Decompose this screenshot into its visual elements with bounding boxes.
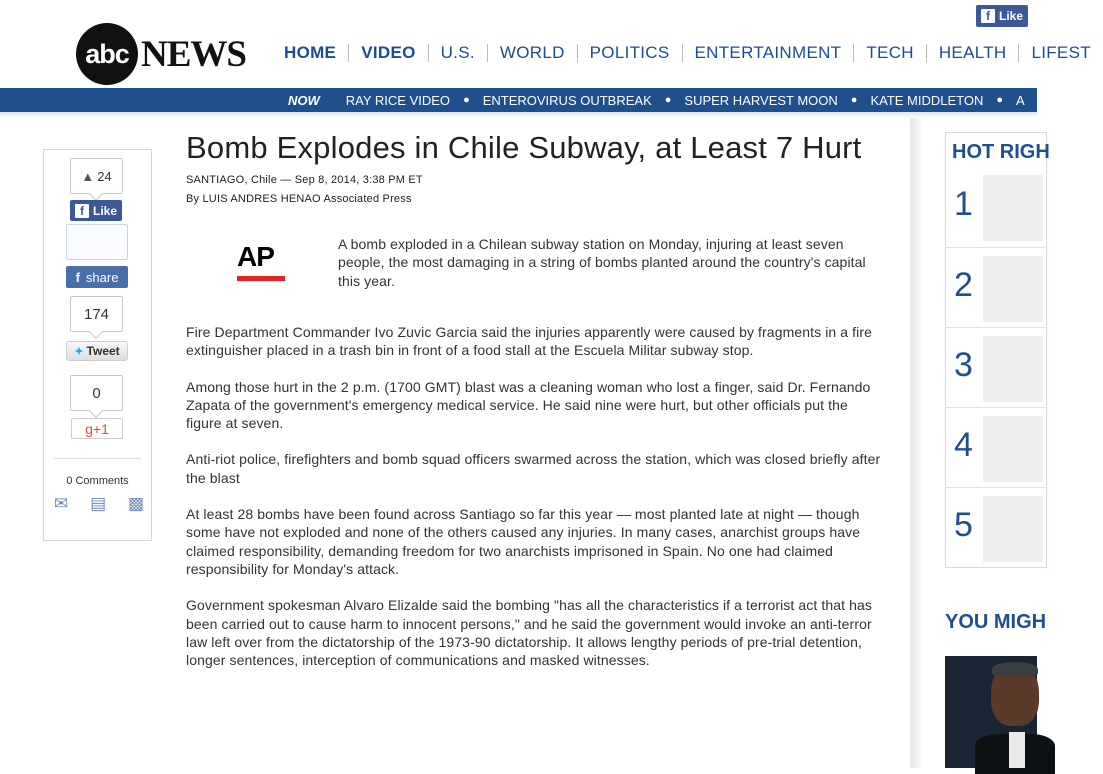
hot-right-now-title: HOT RIGH [952,141,1050,163]
related-story-photo[interactable] [945,656,1037,768]
twitter-bird-icon: ✦ [74,345,84,358]
gplus-count: 0 [92,384,101,402]
tweet-count-box [70,296,123,332]
tweet-count: 174 [83,305,110,323]
hot-item[interactable] [946,327,1046,408]
google-plus-label: g+1 [85,420,109,437]
google-plus-button[interactable] [71,418,123,439]
hot-item-thumbnail[interactable] [983,256,1043,322]
hot-right-now-box [945,132,1050,568]
article-byline: By LUIS ANDRES HENAO Associated Press [186,193,412,205]
trending-ray-rice[interactable]: RAY RICE VIDEO [345,92,451,108]
fb-like-label: Like [92,203,117,218]
ap-logo-bar [237,276,285,281]
nav-world[interactable]: WORLD [488,44,578,62]
bullet-separator: ● [850,94,858,106]
hot-item-number: 4 [954,426,973,464]
hot-item-thumbnail[interactable] [983,416,1043,482]
article-lead [186,235,881,305]
trending-now-label: NOW [288,92,320,108]
header-shadow [0,112,1037,118]
comments-link[interactable]: 0 Comments [66,475,129,487]
facebook-icon: f [75,204,89,218]
hot-item-thumbnail[interactable] [983,336,1043,402]
hot-item-number: 2 [954,266,973,304]
lead-paragraph: A bomb exploded in a Chilean subway station on Monday, injuring at least seven people, the most damaging in a string of bombs planted around the country's capital this year. [338,236,866,289]
trending-enterovirus[interactable]: ENTEROVIRUS OUTBREAK [482,92,652,108]
bullet-separator: ● [463,94,470,106]
nav-politics[interactable]: POLITICS [578,44,683,62]
bullet-separator: ● [996,94,1004,106]
nav-lifestyle[interactable]: LIFEST [1031,43,1091,62]
main-nav [272,44,1103,62]
hot-item-number: 3 [954,346,973,384]
facebook-like-button[interactable] [976,5,1028,27]
utility-icons [54,494,144,514]
you-might-like-title: YOU MIGH [945,611,1047,633]
photo-shirt [1009,732,1025,768]
hot-item-number: 5 [954,506,973,544]
hot-item[interactable] [946,247,1046,328]
content-edge-shadow [910,118,924,768]
nav-entertainment[interactable]: ENTERTAINMENT [683,44,855,62]
hot-item-number: 1 [954,185,973,223]
fb-share-button[interactable] [66,266,128,288]
ap-logo-text: AP [237,241,274,272]
article-dateline: SANTIAGO, Chile — Sep 8, 2014, 3:38 PM ET [186,174,423,186]
photo-hair [992,662,1038,676]
article-paragraph: Anti-riot police, firefighters and bomb squad officers swarmed across the station, which was closed briefly after the blast [186,451,881,486]
article-paragraph: Among those hurt in the 2 p.m. (1700 GMT) blast was a cleaning woman who lost a finger, said Dr. Fernando Zapata of the government's emergency medical service. He said nine were hurt, but other officials put the figure at seven. [186,378,871,432]
hot-item[interactable] [946,407,1046,488]
tweet-button[interactable] [66,341,128,361]
bullet-separator: ● [664,94,672,106]
tweet-label: Tweet [86,344,120,358]
trending-next[interactable]: A [1016,92,1025,108]
print-icon[interactable]: ▩ [127,494,144,513]
fb-like-button[interactable] [70,200,122,221]
hot-item-thumbnail[interactable] [983,175,1043,241]
abc-logo-circle: abc [76,23,138,85]
hot-item-thumbnail[interactable] [983,496,1043,562]
fb-share-label: share [85,269,119,285]
thumbs-up-icon: ▲ [81,168,95,184]
comment-icon[interactable]: ▤ [90,494,107,513]
article-paragraph: Fire Department Commander Ivo Zuvic Garcia said the injuries apparently were caused by fragments in a fire extinguisher placed in a trash bin in front of a food stall at the Escuela Militar subway stop. [186,324,873,359]
article-paragraph: Government spokesman Alvaro Elizalde said the bombing "has all the characteristics if a terrorist act that has been carried out to cause harm to innocent persons," and he said the government would invoke an anti-terror law left over from the dictatorship of the 1973-90 dictatorship. It allows lengthy periods of pre-trial detention, longer sentences, interception of communications and masked witnesses. [186,597,872,669]
hot-item[interactable] [946,167,1046,247]
trending-harvest-moon[interactable]: SUPER HARVEST MOON [684,92,838,108]
like-count-box [70,158,123,194]
trending-bar [0,88,1037,112]
gplus-count-box [70,375,123,411]
site-header [0,0,1091,88]
nav-home[interactable]: HOME [272,44,349,62]
divider [54,458,141,459]
nav-tech[interactable]: TECH [854,44,926,62]
hot-item[interactable] [946,487,1046,568]
article [186,130,881,669]
trending-kate-middleton[interactable]: KATE MIDDLETON [870,92,984,108]
share-count-box [66,224,128,260]
facebook-like-label: Like [998,9,1023,23]
abc-news-logo[interactable] [76,22,246,86]
nav-video[interactable]: VIDEO [349,44,428,62]
article-paragraph: At least 28 bombs have been found across Santiago so far this year — most planted late at night — though some have not exploded and none of the others caused any injuries. In many cases, anarchist groups have claimed responsibility, demanding freedom for two anarchists imprisoned in Spain. No one had claimed responsibility for Monday's attack. [186,506,861,577]
facebook-icon: f [75,269,80,285]
like-count: 24 [97,168,112,184]
article-title: Bomb Explodes in Chile Subway, at Least 7 Hurt [186,130,862,165]
ap-logo [237,242,285,281]
nav-health[interactable]: HEALTH [927,44,1020,62]
share-panel [43,149,152,541]
facebook-icon: f [981,9,995,23]
nav-us[interactable]: U.S. [429,44,488,62]
email-icon[interactable]: ✉ [54,494,69,513]
news-wordmark: NEWS [141,33,246,75]
